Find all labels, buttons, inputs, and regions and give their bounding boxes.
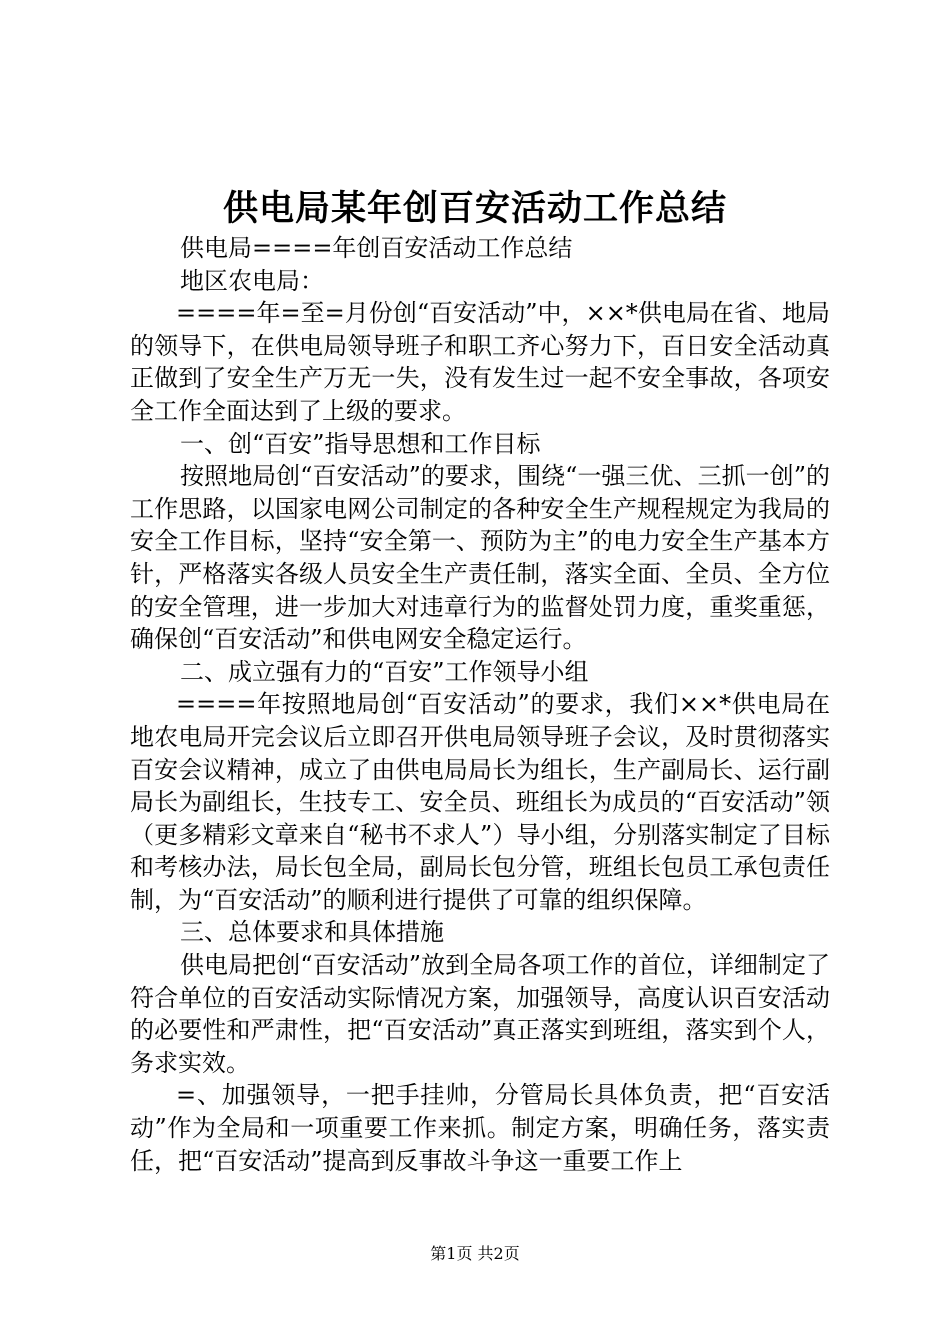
paragraph-measure-1: =、加强领导，一把手挂帅，分管局长具体负责，把“百安活动”作为全局和一项重要工作来抓。制定方案，明确任务，落实责任，把“百安活动”提高到反事故斗争这一重要工作上 [130,1081,830,1175]
section-heading-2: 二、成立强有力的“百安”工作领导小组 [180,657,589,686]
page-number-footer: 第1页 共2页 [430,1244,520,1263]
paragraph-section-3: 供电局把创“百安活动”放到全局各项工作的首位，详细制定了符合单位的百安活动实际情况方案，加强领导，高度认识百安活动的必要性和严肃性，把“百安活动”真正落实到班组，落实到个人，务求实效。 [130,951,830,1077]
document-title: 供电局某年创百安活动工作总结 [222,188,727,229]
paragraph-addressee: 地区农电局： [180,266,324,295]
paragraph-intro: ====年=至=月份创“百安活动”中，××*供电局在省、地局的领导下，在供电局领导班子和职工齐心努力下，百日安全活动真正做到了安全生产万无一失，没有发生过一起不安全事故，各项安全工作全面达到了上级的要求。 [130,299,830,425]
paragraph-subtitle: 供电局====年创百安活动工作总结 [180,234,573,262]
document-body [130,232,830,1177]
section-heading-3: 三、总体要求和具体措施 [180,918,444,947]
paragraph-section-2: ====年按照地局创“百安活动”的要求，我们××*供电局在地农电局开完会议后立即召开供电局领导班子会议，及时贯彻落实百安会议精神，成立了由供电局局长为组长，生产副局长、运行副局长为副组长，生技专工、安全员、班组长为成员的“百安活动”领（更多精彩文章来自“秘书不求人”）导小组，分别落实制定了目标和考核办法，局长包全局，副局长包分管，班组长包员工承包责任制，为“百安活动”的顺利进行提供了可靠的组织保障。 [130,690,830,914]
section-heading-1: 一、创“百安”指导思想和工作目标 [180,429,541,458]
paragraph-section-1: 按照地局创“百安活动”的要求，围绕“一强三优、三抓一创”的工作思路，以国家电网公司制定的各种安全生产规程规定为我局的安全工作目标，坚持“安全第一、预防为主”的电力安全生产基本方针，严格落实各级人员安全生产责任制，落实全面、全员、全方位的安全管理，进一步加大对违章行为的监督处罚力度，重奖重惩，确保创“百安活动”和供电网安全稳定运行。 [130,462,830,654]
